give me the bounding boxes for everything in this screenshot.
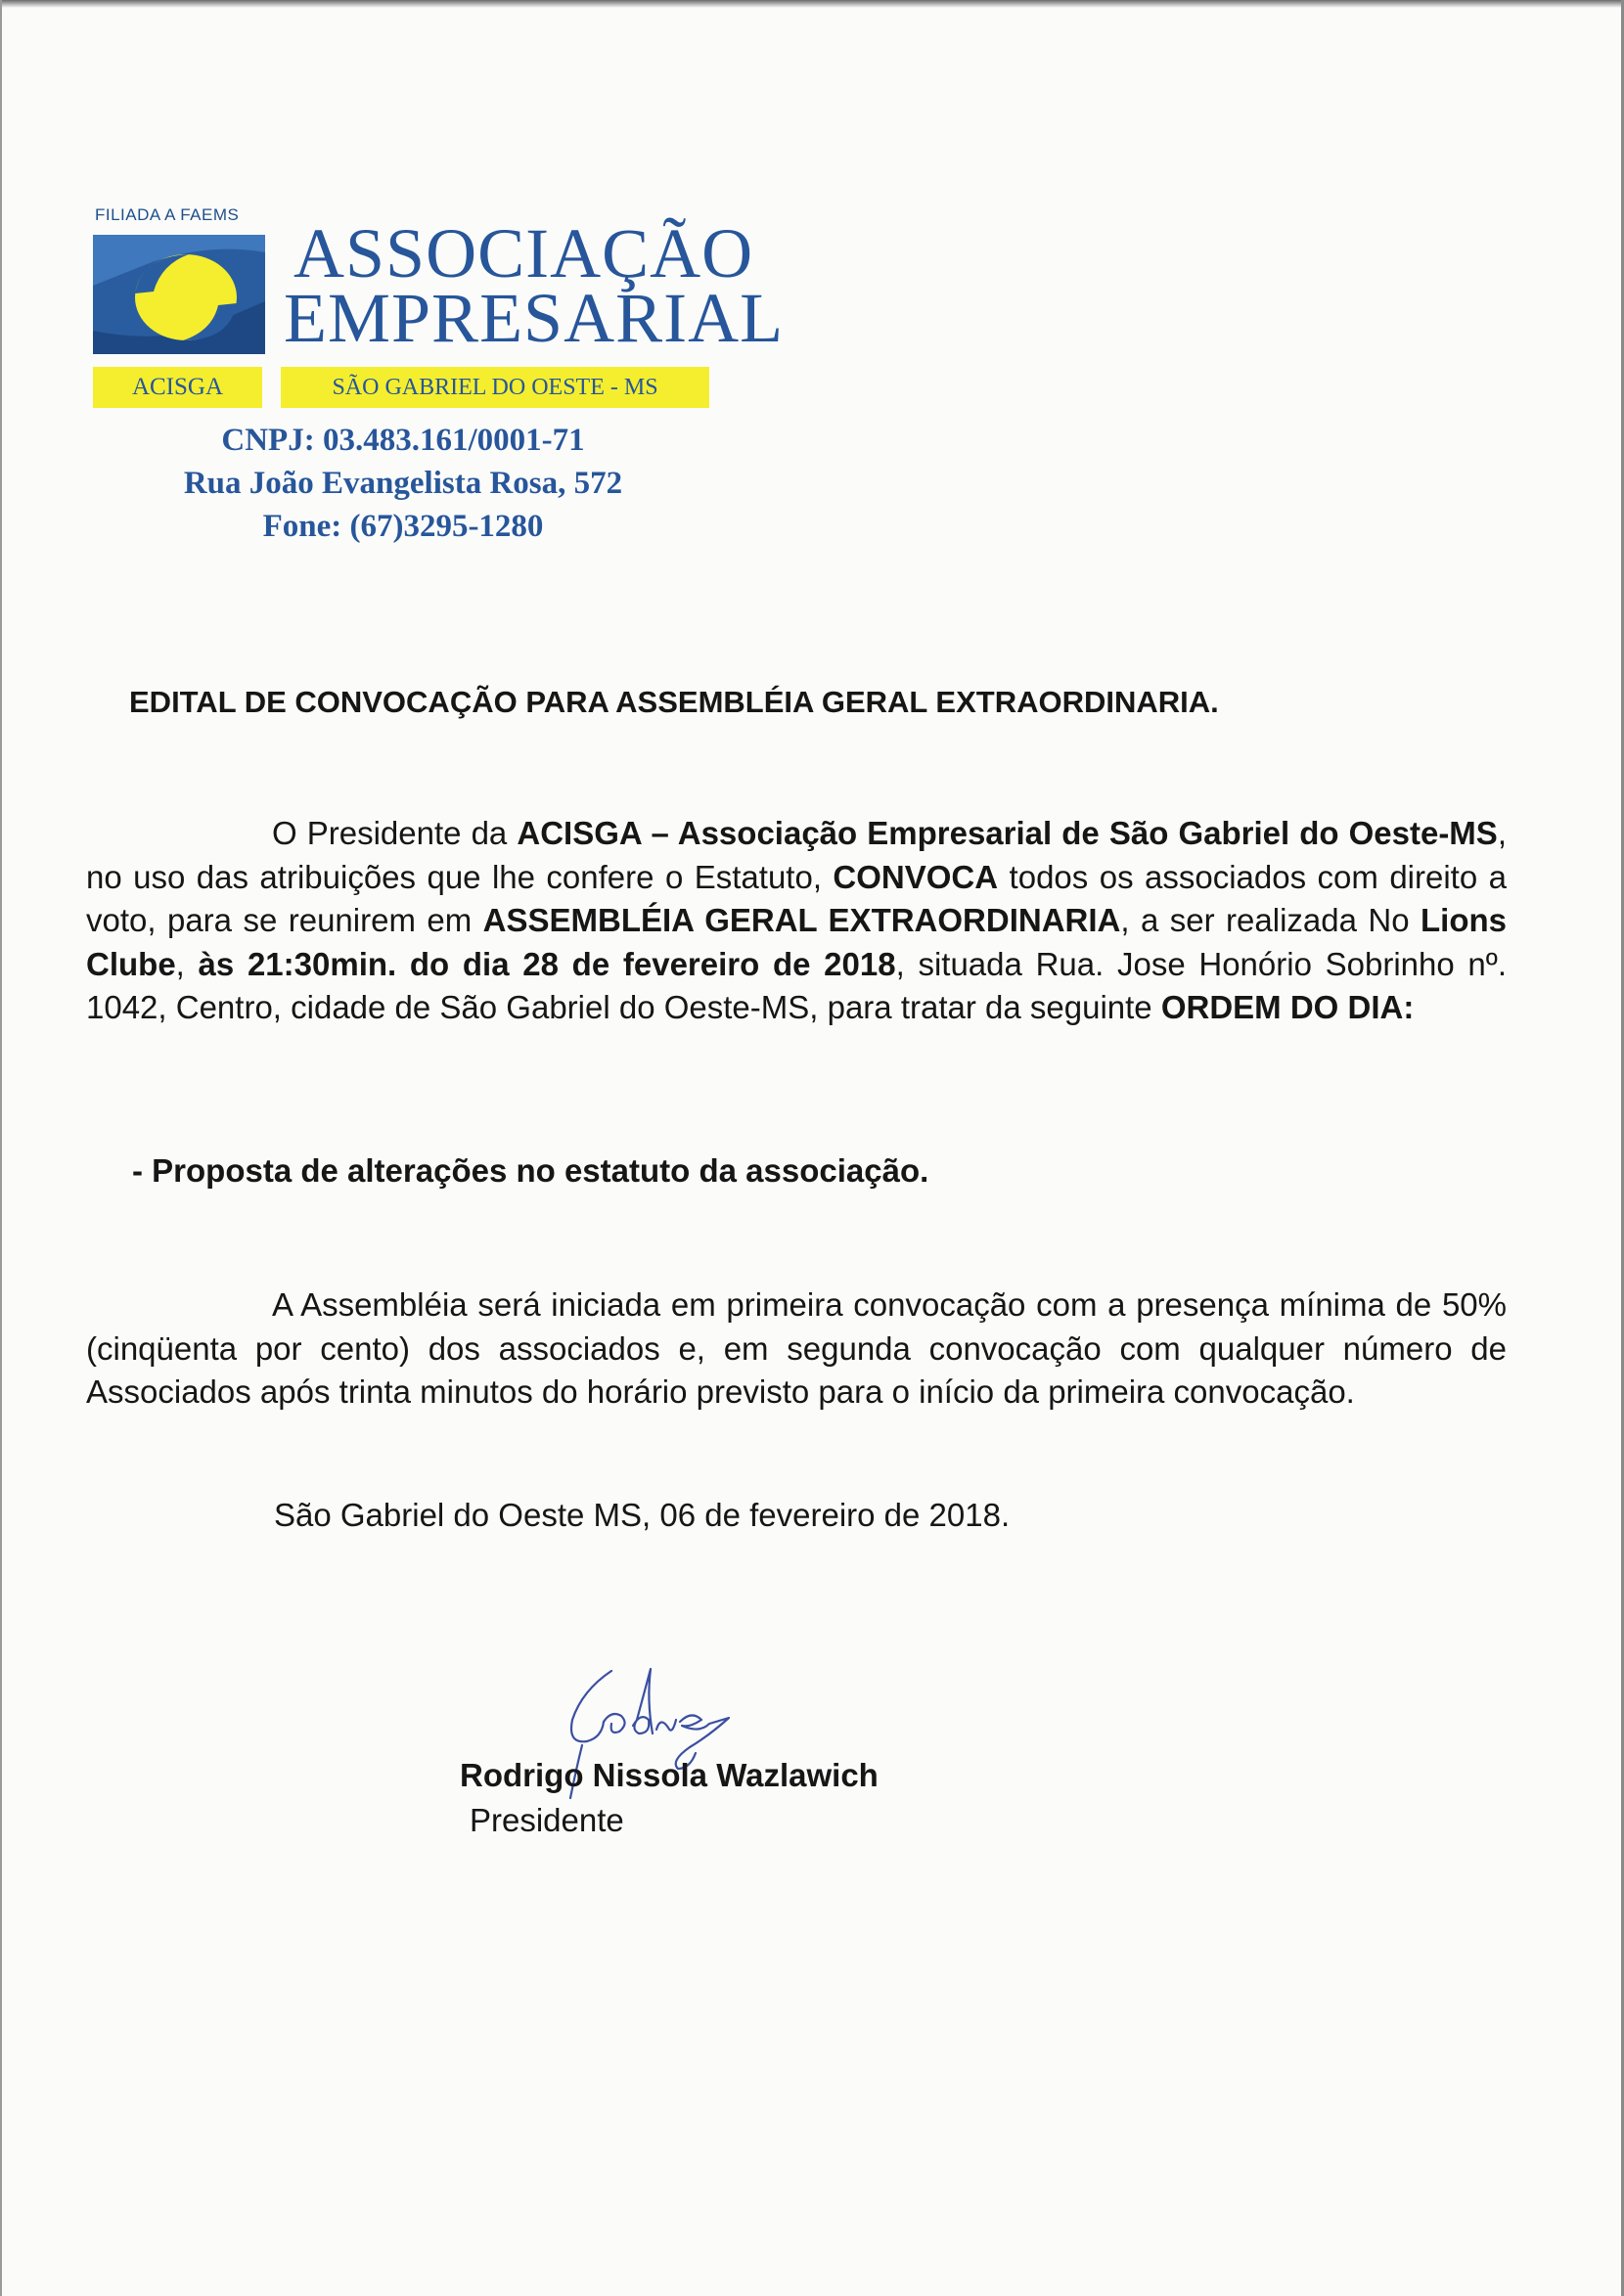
- emphasized-text: às 21:30min. do dia 28 de fevereiro de 2018: [198, 945, 896, 982]
- phone-line: Fone: (67)3295-1280: [262, 509, 544, 544]
- address-line: Rua João Evangelista Rosa, 572: [183, 466, 623, 501]
- emphasized-text: ACISGA – Associação Empresarial de São Gabriel do Oeste-MS: [517, 815, 1498, 851]
- agenda-item: - Proposta de alterações no estatuto da associação.: [132, 1152, 929, 1189]
- organization-title: [284, 214, 785, 357]
- association-logo-icon: [93, 235, 265, 354]
- emphasized-text: ASSEMBLÉIA GERAL EXTRAORDINARIA: [482, 902, 1121, 938]
- affiliation-label: FILIADA A FAEMS: [95, 205, 240, 224]
- cnpj-line: CNPJ: 03.483.161/0001-71: [221, 423, 585, 458]
- page-edge-shadow: [0, 0, 1624, 8]
- document-title: EDITAL DE CONVOCAÇÃO PARA ASSEMBLÉIA GERAL EXTRAORDINARIA.: [129, 685, 1219, 719]
- body-text: ,: [175, 945, 199, 982]
- convocation-paragraph: [86, 812, 1507, 1030]
- body-text: O Presidente da: [272, 815, 518, 851]
- body-text: todos os associados com direito a voto, para se reunirem em: [86, 858, 1507, 938]
- quorum-text: A Assembléia será iniciada em primeira convocação com a presença mínima de 50% (cinqüenta por cento) dos associados e, em segunda convocação com qualquer número de Associados após trinta minutos do horário previsto para o início da primeira convocação.: [86, 1286, 1507, 1410]
- date-line: São Gabriel do Oeste MS, 06 de fevereiro de 2018.: [274, 1497, 1011, 1533]
- convocation-text: [86, 815, 1507, 1025]
- signer-role: Presidente: [470, 1802, 624, 1838]
- city-badge: SÃO GABRIEL DO OESTE - MS: [281, 367, 709, 408]
- organization-title-line2: EMPRESARIAL: [284, 279, 785, 357]
- body-text: , a ser realizada No: [1120, 902, 1421, 938]
- emphasized-text: CONVOCA: [833, 858, 999, 895]
- page-left-edge: [0, 0, 2, 2296]
- emphasized-text: ORDEM DO DIA:: [1160, 989, 1415, 1025]
- body-text: , situada Rua. Jose Honório Sobrinho nº. 1042, Centro, cidade de São Gabriel do Oeste-MS, para tratar da seguinte: [86, 945, 1507, 1025]
- emphasized-text: Lions Clube: [86, 902, 1508, 982]
- quorum-paragraph: [86, 1283, 1507, 1415]
- contact-block: [95, 419, 711, 548]
- body-text: , no uso das atribuições que lhe confere o Estatuto,: [86, 815, 1507, 895]
- acronym-badge: ACISGA: [93, 367, 262, 408]
- organization-title-line1: ASSOCIAÇÃO: [293, 214, 754, 293]
- signer-name: Rodrigo Nissola Wazlawich: [460, 1757, 879, 1793]
